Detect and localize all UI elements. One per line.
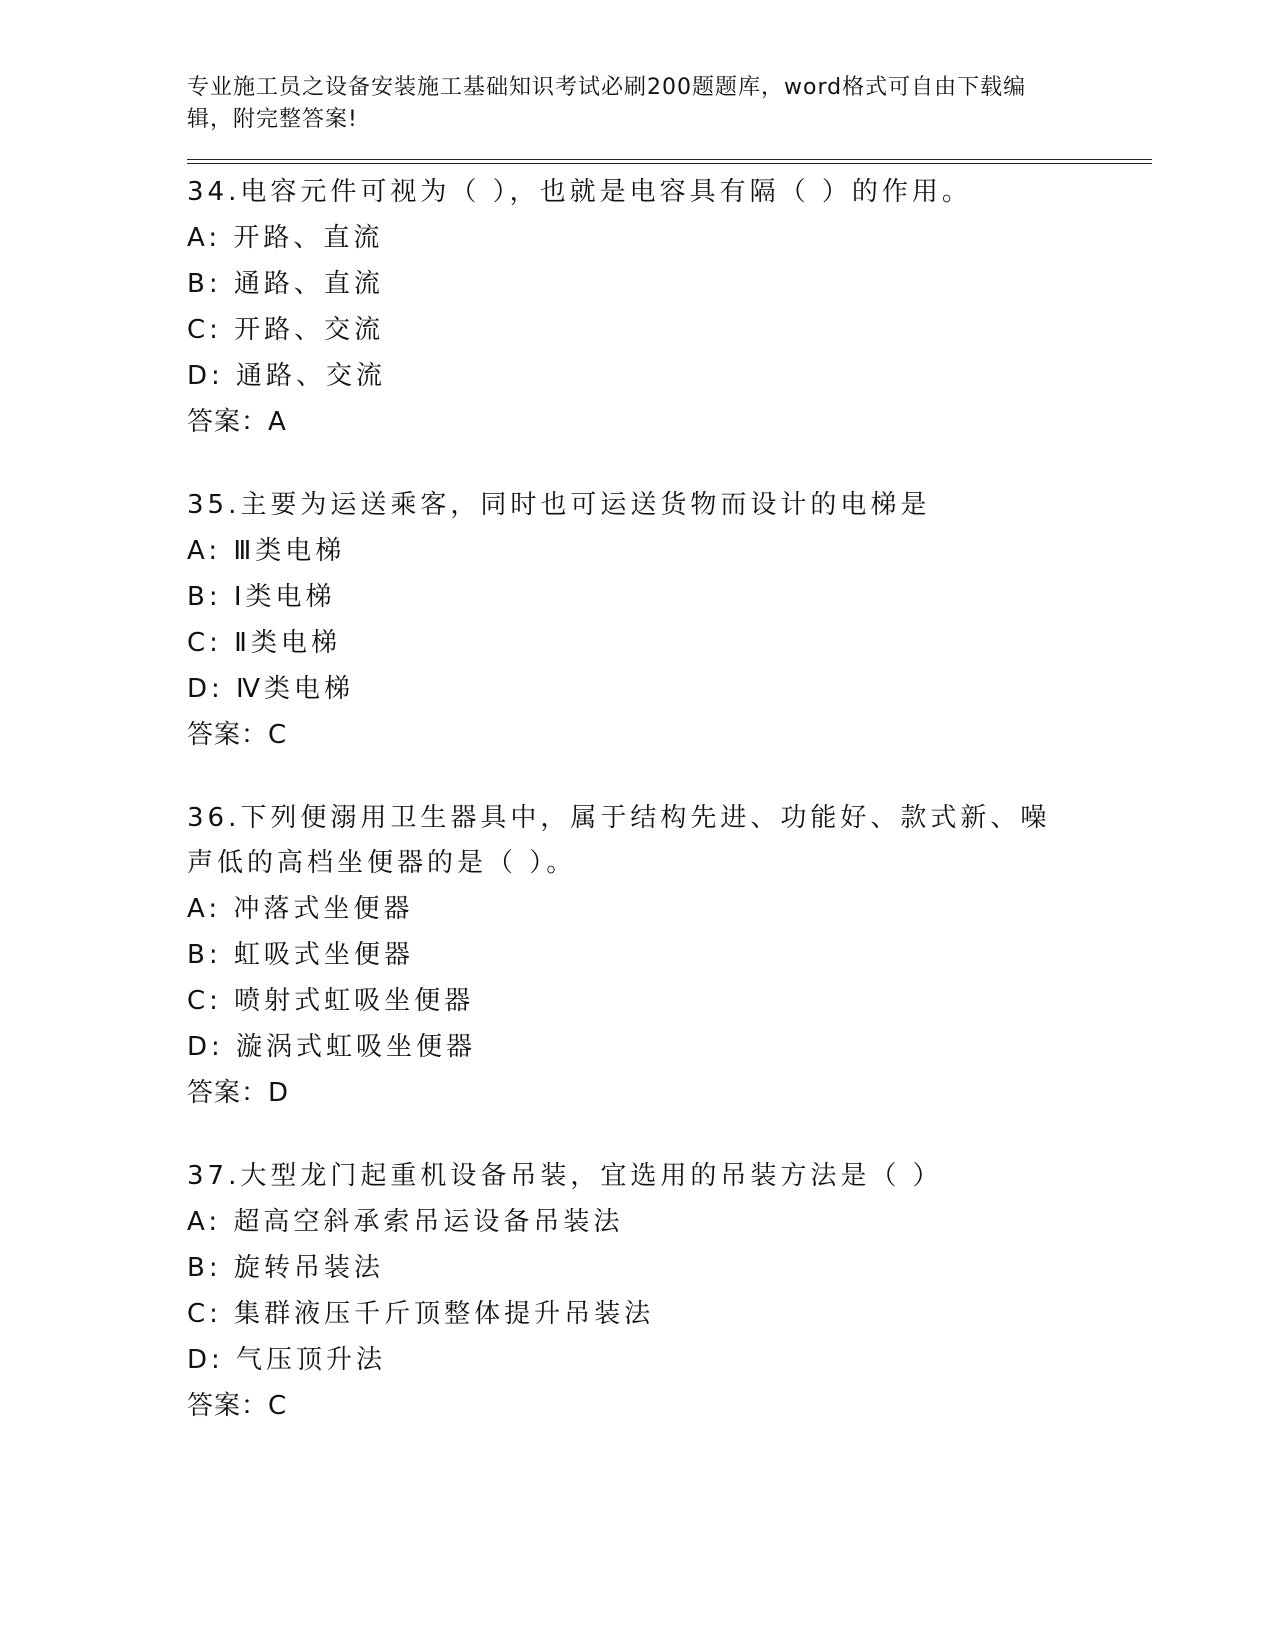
header-divider (187, 159, 1152, 164)
option-a: A: 超高空斜承索吊运设备吊装法 (187, 1207, 624, 1237)
option-a: A: 冲落式坐便器 (187, 894, 414, 924)
question-stem: 35.主要为运送乘客，同时也可运送货物而设计的电梯是 (187, 490, 931, 520)
option-d: D: 漩涡式虹吸坐便器 (187, 1032, 477, 1062)
question-37 (187, 1154, 1152, 1429)
option-b: B: Ⅰ类电梯 (187, 582, 336, 612)
question-stem: 34.电容元件可视为（ ），也就是电容具有隔（ ）的作用。 (187, 177, 972, 207)
option-d: D: Ⅳ类电梯 (187, 674, 355, 704)
question-stem: 36.下列便溺用卫生器具中，属于结构先进、功能好、款式新、噪声低的高档坐便器的是（ ）。 (187, 803, 1051, 878)
document-header: 专业施工员之设备安装施工基础知识考试必刷200题题库，word格式可自由下载编辑，附完整答案! (187, 75, 1027, 132)
answer: 答案：A (187, 407, 287, 437)
option-b: B: 虹吸式坐便器 (187, 940, 414, 970)
option-b: B: 旋转吊装法 (187, 1253, 384, 1283)
question-34 (187, 170, 1152, 445)
answer: 答案：C (187, 720, 288, 750)
answer: 答案：C (187, 1391, 288, 1421)
question-list (187, 170, 1152, 1429)
option-c: C: 集群液压千斤顶整体提升吊装法 (187, 1299, 655, 1329)
question-35 (187, 483, 1152, 758)
question-stem: 37.大型龙门起重机设备吊装，宜选用的吊装方法是（ ） (187, 1161, 943, 1191)
option-a: A: Ⅲ类电梯 (187, 536, 346, 566)
option-c: C: Ⅱ类电梯 (187, 628, 341, 658)
option-b: B: 通路、直流 (187, 269, 384, 299)
option-d: D: 气压顶升法 (187, 1345, 387, 1375)
option-a: A: 开路、直流 (187, 223, 384, 253)
answer: 答案：D (187, 1078, 290, 1108)
option-c: C: 喷射式虹吸坐便器 (187, 986, 475, 1016)
question-36 (187, 796, 1152, 1116)
document-page (187, 72, 1152, 1467)
option-c: C: 开路、交流 (187, 315, 385, 345)
option-d: D: 通路、交流 (187, 361, 387, 391)
